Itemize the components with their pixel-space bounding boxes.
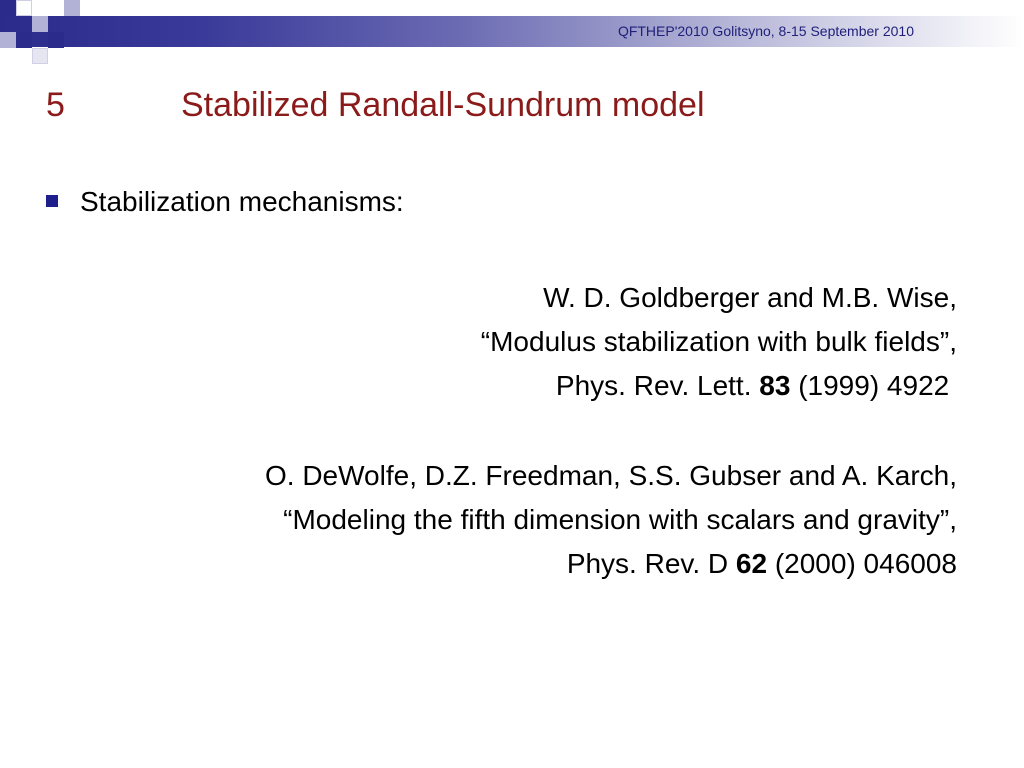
- reference-1-year-page: (1999) 4922: [790, 370, 950, 401]
- reference-spacer: [265, 408, 957, 454]
- slide-title: [46, 86, 705, 125]
- deco-square: [0, 0, 16, 16]
- deco-square: [64, 0, 80, 16]
- decorative-squares-logo: [0, 0, 90, 64]
- bullet-item: [46, 186, 404, 218]
- bullet-square-icon: [46, 195, 58, 207]
- reference-2-volume: 62: [735, 548, 768, 579]
- deco-square: [32, 48, 48, 64]
- references-block: [265, 276, 957, 586]
- reference-2-journal-name: Phys. Rev. D: [566, 548, 736, 579]
- reference-1-volume: 83: [759, 370, 791, 401]
- bullet-text: Stabilization mechanisms:: [80, 186, 404, 217]
- reference-1-journal-name: Phys. Rev. Lett.: [555, 370, 760, 401]
- reference-2-year-page: (2000) 046008: [767, 548, 957, 579]
- reference-1-title: “Modulus stabilization with bulk fields”,: [480, 326, 957, 357]
- deco-square: [16, 0, 32, 16]
- reference-1-journal: [265, 364, 957, 408]
- reference-2-journal: [265, 542, 957, 586]
- deco-square: [48, 32, 64, 48]
- reference-1-authors: W. D. Goldberger and M.B. Wise,: [543, 282, 957, 313]
- deco-square: [32, 16, 48, 32]
- reference-2-title: “Modeling the fifth dimension with scalars and gravity”,: [283, 504, 957, 535]
- conference-label: QFTHEP'2010 Golitsyno, 8-15 September 2010: [617, 23, 914, 39]
- slide-number: 5: [46, 86, 65, 124]
- slide-title-text: Stabilized Randall-Sundrum model: [181, 86, 705, 124]
- reference-2-authors: O. DeWolfe, D.Z. Freedman, S.S. Gubser and A. Karch,: [265, 460, 957, 491]
- deco-square: [16, 32, 32, 48]
- deco-square: [0, 32, 16, 48]
